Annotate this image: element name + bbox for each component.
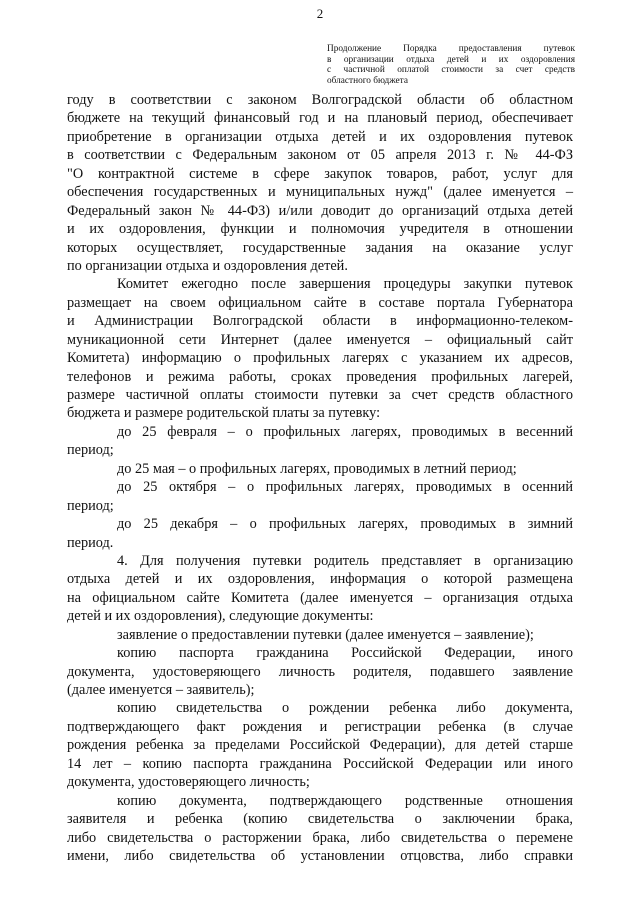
text-line: "О контрактной системе в сфере закупок товаров, работ, услуг для bbox=[67, 165, 573, 182]
text-line: копию документа, подтверждающего родственные отношения bbox=[117, 792, 573, 809]
text-line: документа, удостоверяющего личность; bbox=[67, 774, 310, 791]
text-line: Федеральный закон № 44-ФЗ) и/или доводит до организаций отдыха детей bbox=[67, 202, 573, 219]
running-head-line: в организации отдыха детей и их оздоровления bbox=[327, 54, 575, 65]
text-line: детей и их оздоровления), следующие документы: bbox=[67, 608, 374, 625]
text-line: Комитета) информацию о профильных лагерях с указанием их адресов, bbox=[67, 350, 573, 367]
running-head-line: с частичной оплатой стоимости за счет средств bbox=[327, 65, 575, 76]
text-line: период; bbox=[67, 497, 114, 514]
text-line: бюджета и размере родительской платы за путевку: bbox=[67, 405, 381, 422]
running-head-line: Продолжение Порядка предоставления путевок bbox=[327, 44, 575, 54]
text-line: до 25 мая – о профильных лагерях, проводимых в летний период; bbox=[117, 460, 517, 477]
text-line: на официальном сайте Комитета (далее именуется – организация отдыха bbox=[67, 589, 573, 606]
text-line: документа, удостоверяющего личность родителя, подавшего заявление bbox=[67, 663, 573, 680]
text-line: 14 лет – копию паспорта гражданина Российской Федерации или иного bbox=[67, 755, 573, 772]
text-line: которых осуществляет, государственные задания на оказание услуг bbox=[67, 239, 573, 256]
text-line: телефонов и режима работы, сроках проведения профильных лагерей, bbox=[67, 368, 573, 385]
text-line: муникационной сети Интернет (далее именуется – официальный сайт bbox=[67, 331, 573, 348]
text-line: приобретение в организации отдыха детей и их оздоровления путевок bbox=[67, 128, 573, 145]
running-head bbox=[327, 44, 575, 87]
text-line: в соответствии с Федеральным законом от 05 апреля 2013 г. № 44-ФЗ bbox=[67, 147, 573, 164]
text-line: подтверждающего факт рождения и регистрации ребенка (в случае bbox=[67, 718, 573, 735]
text-line: обеспечения государственных и муниципальных нужд" (далее именуется – bbox=[67, 184, 573, 201]
text-line: копию свидетельства о рождении ребенка либо документа, bbox=[117, 700, 573, 717]
text-line: копию паспорта гражданина Российской Федерации, иного bbox=[117, 645, 573, 662]
text-line: бюджете на текущий финансовый год и на плановый период, обеспечивает bbox=[67, 110, 573, 127]
text-line: до 25 декабря – о профильных лагерях, проводимых в зимний bbox=[117, 516, 573, 533]
text-line: (далее именуется – заявитель); bbox=[67, 682, 255, 698]
text-line: и Администрации Волгоградской области в информационно-телеком- bbox=[67, 313, 573, 330]
text-line: по организации отдыха и оздоровления детей. bbox=[67, 257, 348, 274]
text-line: имени, либо свидетельства об установлении отцовства, либо справки bbox=[67, 847, 573, 864]
text-line: до 25 октября – о профильных лагерях, проводимых в осенний bbox=[117, 479, 573, 496]
text-line: и их оздоровления, функции и полномочия учредителя в отношении bbox=[67, 221, 573, 238]
text-line: период; bbox=[67, 442, 114, 459]
text-line: отдыха детей и их оздоровления, информация о которой размещена bbox=[67, 571, 573, 588]
text-line: заявление о предоставлении путевки (далее именуется – заявление); bbox=[117, 626, 534, 643]
text-line: период. bbox=[67, 534, 114, 551]
page-number: 2 bbox=[316, 6, 324, 21]
text-line: рождения ребенка за пределами Российской Федерации), для детей старше bbox=[67, 737, 573, 754]
text-line: Комитет ежегодно после завершения процедуры закупки путевок bbox=[117, 276, 573, 293]
text-line: до 25 февраля – о профильных лагерях, проводимых в весенний bbox=[117, 423, 573, 440]
text-line: размере частичной оплаты стоимости путевки за счет средств областного bbox=[67, 387, 573, 403]
text-line: размещает на своем официальном сайте в составе портала Губернатора bbox=[67, 294, 573, 311]
text-line: 4. Для получения путевки родитель представляет в организацию bbox=[117, 552, 573, 569]
running-head-line: областного бюджета bbox=[327, 76, 408, 87]
text-line: заявителя и ребенка (копию свидетельства о заключении брака, bbox=[67, 811, 573, 828]
text-line: либо свидетельства о расторжении брака, либо свидетельства о перемене bbox=[67, 829, 573, 846]
text-line: году в соответствии с законом Волгоградской области об областном bbox=[67, 92, 573, 108]
body-text bbox=[67, 91, 573, 865]
